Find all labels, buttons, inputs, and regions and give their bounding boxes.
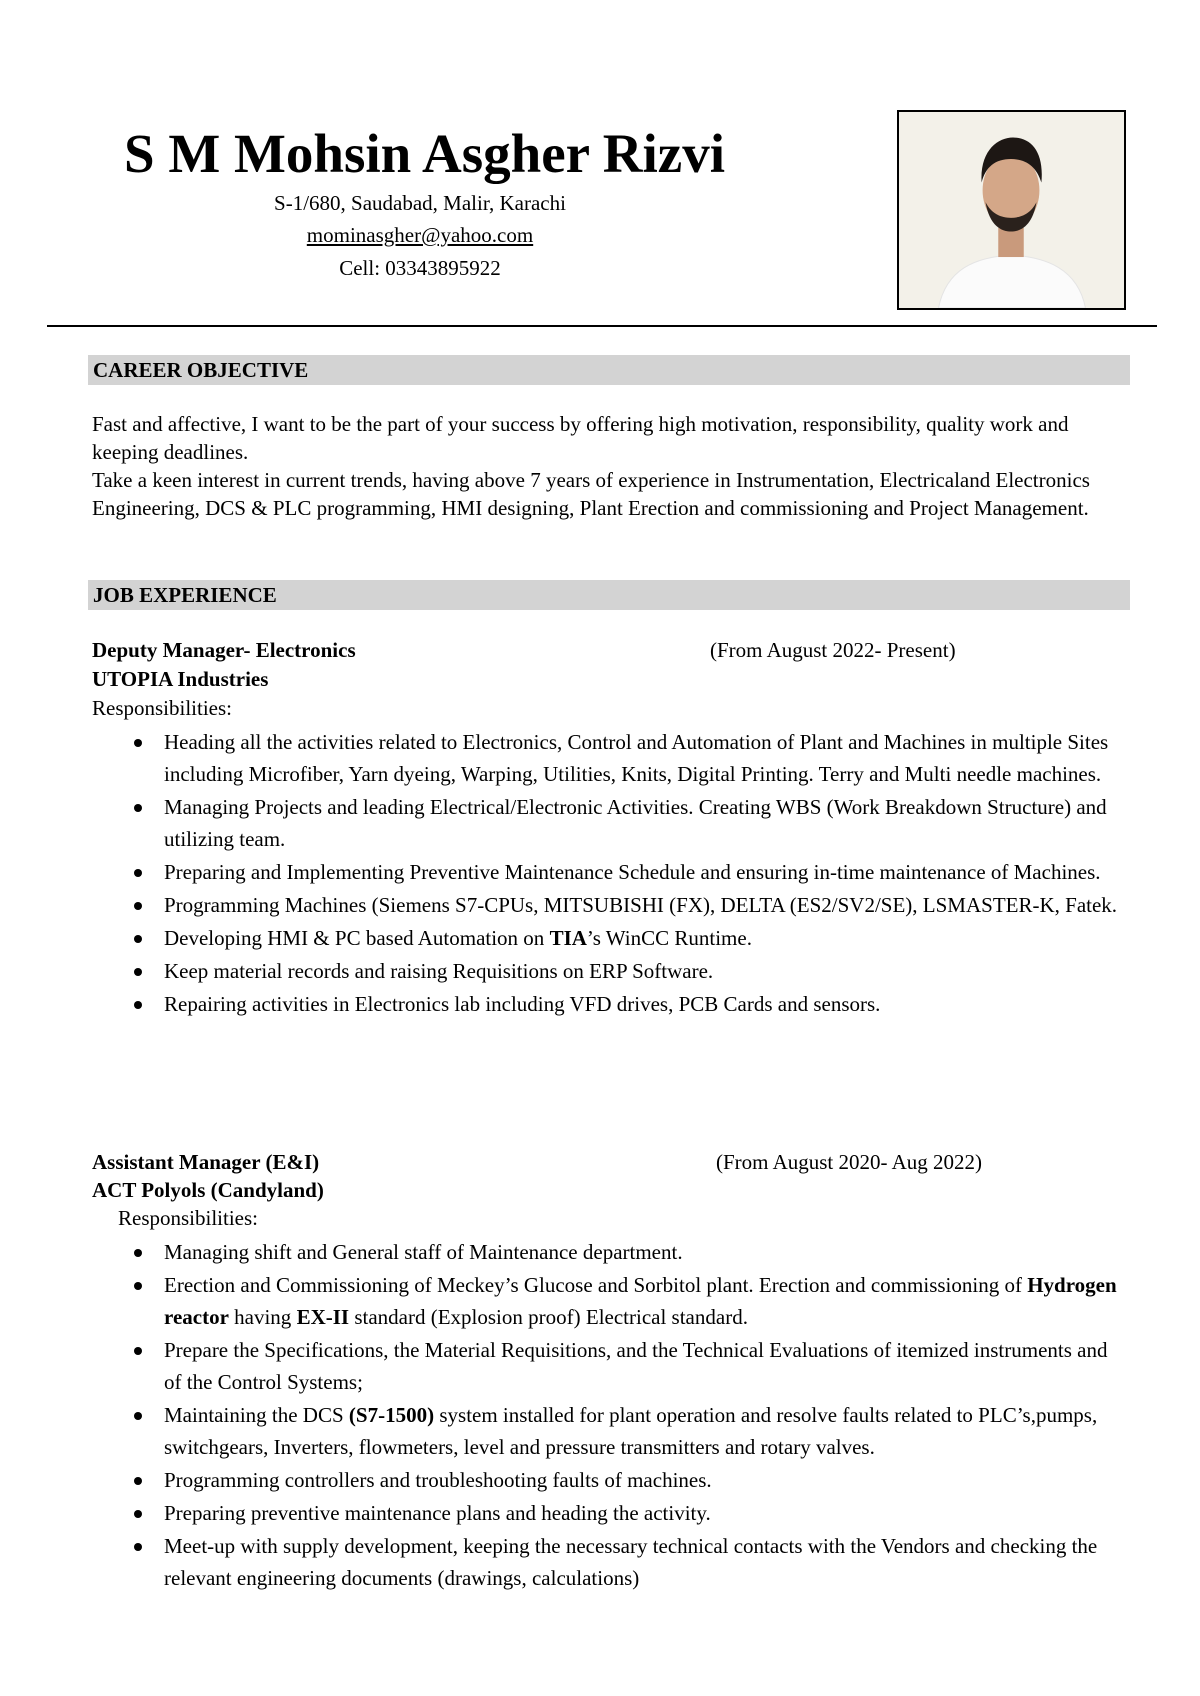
list-item-bold: (S7-1500) xyxy=(348,1403,435,1427)
cell-number: Cell: 03343895922 xyxy=(339,256,501,280)
email-link[interactable]: mominasgher@yahoo.com xyxy=(306,223,534,247)
responsibilities-label: Responsibilities: xyxy=(118,1206,259,1230)
list-item-bold: TIA xyxy=(549,926,587,950)
list-item: Keep material records and raising Requisitions on ERP Software. xyxy=(128,955,1128,987)
list-item: Repairing activities in Electronics lab including VFD drives, PCB Cards and sensors. xyxy=(128,988,1128,1020)
list-item-text: Erection and Commissioning of Meckey’s Glucose and Sorbitol plant. Erection and commissioning of xyxy=(164,1273,1028,1297)
address: S-1/680, Saudabad, Malir, Karachi xyxy=(274,191,566,215)
responsibilities-label: Responsibilities: xyxy=(92,696,233,720)
list-item: Programming controllers and troubleshooting faults of machines. xyxy=(128,1464,1128,1496)
list-item: Managing Projects and leading Electrical/Electronic Activities. Creating WBS (Work Breakdown Structure) and utilizing team. xyxy=(128,791,1128,855)
person-portrait-icon xyxy=(899,112,1124,308)
list-item-text: Developing HMI & PC based Automation on xyxy=(164,926,550,950)
job-title: Assistant Manager (E&I) xyxy=(92,1150,320,1174)
list-item-bold: Hydrogen reactor xyxy=(164,1273,1117,1329)
section-heading-job-experience: JOB EXPERIENCE xyxy=(88,580,1130,610)
job-dates: (From August 2022- Present) xyxy=(710,638,956,662)
responsibilities-list xyxy=(128,726,1128,1021)
email-line xyxy=(200,225,640,246)
job-company: ACT Polyols (Candyland) xyxy=(92,1178,324,1202)
list-item: Managing shift and General staff of Maintenance department. xyxy=(128,1236,1128,1268)
career-objective-text xyxy=(92,410,1132,522)
job-title: Deputy Manager- Electronics xyxy=(92,638,356,662)
objective-paragraph: Fast and affective, I want to be the part of your success by offering high motivation, responsibility, quality work and keeping deadlines. xyxy=(92,412,1069,464)
header-divider xyxy=(47,325,1157,327)
list-item-text: standard (Explosion proof) Electrical standard. xyxy=(349,1305,748,1329)
list-item: Preparing and Implementing Preventive Maintenance Schedule and ensuring in-time maintenance of Machines. xyxy=(128,856,1128,888)
list-item-text: having xyxy=(228,1305,297,1329)
list-item-bold: EX-II xyxy=(296,1305,350,1329)
section-heading-career-objective: CAREER OBJECTIVE xyxy=(88,355,1130,385)
candidate-name: S M Mohsin Asgher Rizvi xyxy=(124,123,725,184)
list-item xyxy=(128,1269,1128,1333)
list-item-text: system installed for plant operation and resolve faults related to PLC’s,pumps, switchgears, Inverters, flowmeters, level and pressure transmitters and rotary valves. xyxy=(164,1403,1098,1459)
profile-photo xyxy=(897,110,1126,310)
list-item: Programming Machines (Siemens S7-CPUs, MITSUBISHI (FX), DELTA (ES2/SV2/SE), LSMASTER-K, Fatek. xyxy=(128,889,1128,921)
list-item xyxy=(128,1399,1128,1463)
list-item: Heading all the activities related to Electronics, Control and Automation of Plant and Machines in multiple Sites including Microfiber, Yarn dyeing, Warping, Utilities, Knits, Digital Printing. Terry and Multi needle machines. xyxy=(128,726,1128,790)
job-dates: (From August 2020- Aug 2022) xyxy=(716,1150,983,1174)
objective-paragraph: Take a keen interest in current trends, having above 7 years of experience in Instrumentation, Electricaland Electronics Engineering, DCS & PLC programming, HMI designing, Plant Erection and commissioning and Project Management. xyxy=(92,468,1090,520)
list-item: Meet-up with supply development, keeping the necessary technical contacts with the Vendors and checking the relevant engineering documents (drawings, calculations) xyxy=(128,1530,1128,1594)
list-item-text: Maintaining the DCS xyxy=(164,1403,349,1427)
list-item xyxy=(128,922,1128,954)
list-item: Preparing preventive maintenance plans and heading the activity. xyxy=(128,1497,1128,1529)
job-company: UTOPIA Industries xyxy=(92,667,269,691)
list-item: Prepare the Specifications, the Material Requisitions, and the Technical Evaluations of itemized instruments and of the Control Systems; xyxy=(128,1334,1128,1398)
list-item-text: ’s WinCC Runtime. xyxy=(586,926,752,950)
responsibilities-list xyxy=(128,1236,1128,1595)
